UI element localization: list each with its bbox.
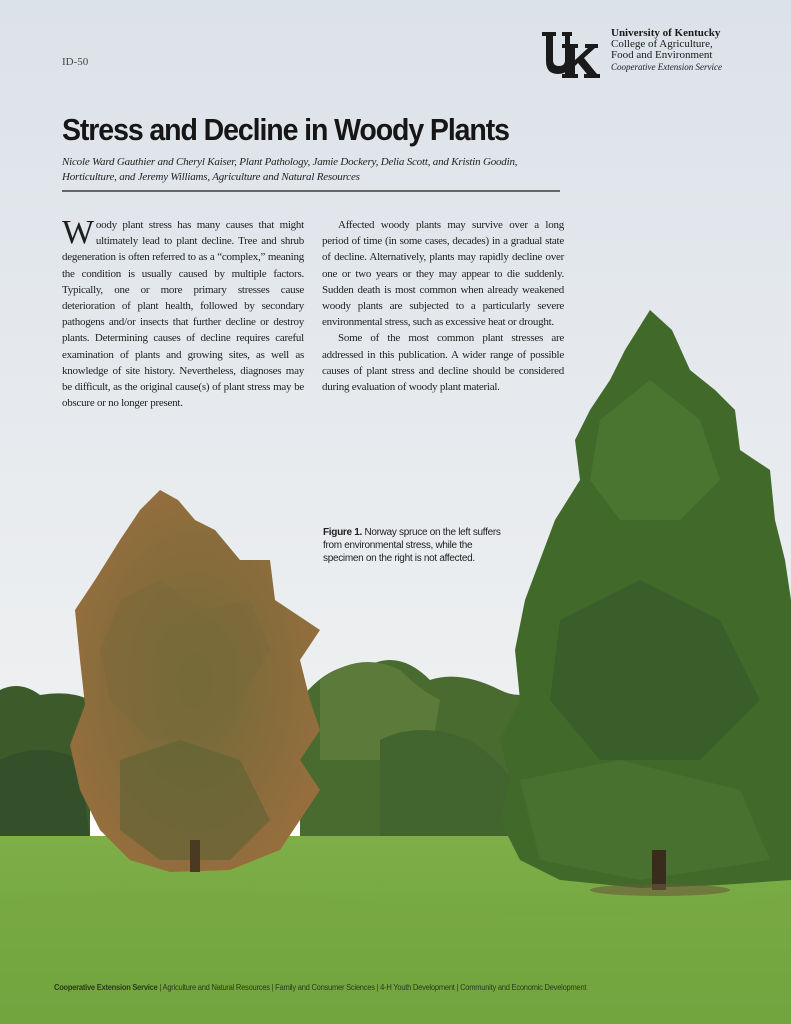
footer-programs: | Agriculture and Natural Resources | Family and Consumer Sciences | 4-H Youth Development | Community and Economic Development (157, 983, 587, 992)
page-title: Stress and Decline in Woody Plants (62, 112, 509, 147)
figure-caption (323, 526, 501, 565)
footer-bar (54, 983, 586, 992)
column2-paragraph-2: Some of the most common plant stresses are addressed in this publication. A wider range of possible causes of plant stress and decline should be considered during evaluation of woody plant material. (322, 332, 564, 394)
title-divider (62, 190, 560, 192)
drop-cap: W (62, 214, 94, 251)
logo-college-cont: Food and Environment (611, 49, 713, 61)
column1-paragraph: oody plant stress has many causes that might ultimately lead to plant decline. Tree and shrub degeneration is often referred to as a “complex,” meaning the condition is usually caused by multiple factors. Typically, one or more primary stresses cause deterioration of plant health, followed by secondary pathogens and/or insects that further decline or destroy plants. Determining causes of decline requires careful examination of plants and growing sites, as well as knowledge of site history. Nevertheless, diagnoses may be difficult, as the original cause(s) of plant stress may be obscure or no longer present. (62, 219, 304, 410)
logo-university: University of Kentucky (611, 27, 721, 39)
authors: Nicole Ward Gauthier and Cheryl Kaiser, Plant Pathology, Jamie Dockery, Delia Scott, and Kristin Goodin, Horticulture, and Jeremy Williams, Agriculture and Natural Resources (62, 156, 518, 183)
body-column-2 (322, 217, 564, 395)
university-logo[interactable] (540, 28, 770, 83)
logo-service: Cooperative Extension Service (611, 62, 722, 72)
publication-id: ID-50 (62, 56, 89, 68)
figure-label: Figure 1. (323, 527, 362, 538)
column2-paragraph-1: Affected woody plants may survive over a long period of time (in some cases, decades) in a gradual state of decline. Alternatively, plants may rapidly decline over one or two years or they may appear to die suddenly. Sudden death is most common when already weakened woody plants are subjected to a particularly severe environmental stress, such as excessive heat or drought. (322, 219, 564, 329)
body-column-1 (62, 214, 304, 411)
footer-lead: Cooperative Extension Service (54, 983, 158, 992)
figure-caption-text: Norway spruce on the left suffers from environmental stress, while the specimen on the right is not affected. (323, 527, 501, 564)
uk-logo-icon (540, 30, 602, 78)
logo-college: College of Agriculture, (611, 38, 713, 50)
